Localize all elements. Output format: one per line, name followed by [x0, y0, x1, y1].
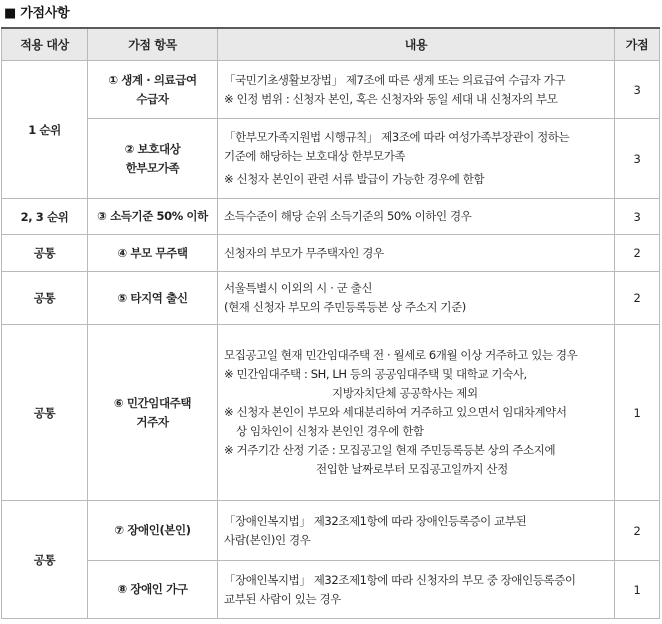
group-cell: 공통: [2, 235, 88, 272]
content-cell: [218, 561, 615, 619]
item-line: 수급자: [136, 91, 169, 106]
group-cell: 1 순위: [2, 61, 88, 199]
score-cell: 2: [615, 235, 660, 272]
item-cell: [88, 272, 218, 325]
content-line: ※ 신청자 본인이 관련 서류 발급이 가능한 경우에 한함: [224, 172, 485, 186]
content-cell: [218, 501, 615, 561]
header-target: 적용 대상: [2, 28, 88, 61]
content-line: ※ 거주기간 산정 기준 : 모집공고일 현재 주민등록등본 상의 주소지에: [224, 443, 556, 457]
content-line: 「장애인복지법」 제32조제1항에 따라 신청자의 부모 중 장애인등록증이: [224, 572, 576, 587]
content-line: 서울특별시 이외의 시 · 군 출신: [224, 281, 373, 295]
score-cell: 2: [615, 501, 660, 561]
content-line: 신청자의 부모가 무주택자인 경우: [224, 245, 384, 260]
table-row: [2, 501, 660, 561]
content-line: 상 임차인이 신청자 본인인 경우에 한함: [236, 424, 424, 438]
group-cell: 공통: [2, 325, 88, 501]
content-cell: [218, 272, 615, 325]
score-cell: 3: [615, 199, 660, 235]
group-cell: 공통: [2, 272, 88, 325]
item-cell: [88, 561, 218, 619]
item-cell: [88, 119, 218, 199]
table-row: [2, 199, 660, 235]
item-cell: [88, 61, 218, 119]
table-row: [2, 272, 660, 325]
table-header-row: [2, 28, 660, 61]
item-line: ③ 소득기준 50% 이하: [97, 209, 208, 223]
content-cell: [218, 235, 615, 272]
content-line: 「국민기초생활보장법」 제7조에 따른 생계 또는 의료급여 수급자 가구: [224, 72, 566, 87]
table-row: [2, 61, 660, 119]
content-line: 전입한 날짜로부터 모집공고일까지 산정: [316, 462, 508, 476]
content-cell: [218, 199, 615, 235]
score-cell: 3: [615, 119, 660, 199]
score-cell: 1: [615, 561, 660, 619]
score-cell: 2: [615, 272, 660, 325]
item-line: ⑥ 민간임대주택: [113, 395, 192, 410]
item-cell: [88, 199, 218, 235]
score-cell: 3: [615, 61, 660, 119]
item-line: 한부모가족: [125, 160, 180, 175]
item-cell: [88, 235, 218, 272]
item-line: 거주자: [136, 414, 169, 429]
content-line: (현재 신청자 부모의 주민등록등본 상 주소지 기준): [224, 300, 466, 314]
content-line: 사람(본인)인 경우: [224, 532, 311, 547]
item-line: ② 보호대상: [124, 141, 181, 156]
header-score: 가점: [615, 28, 660, 61]
item-line: ① 생계 · 의료급여: [108, 72, 197, 87]
item-cell: [88, 501, 218, 561]
table-row: [2, 561, 660, 619]
content-line: 지방자치단체 공공학사는 제외: [332, 386, 478, 400]
item-line: ⑤ 타지역 출신: [117, 290, 188, 305]
content-cell: [218, 325, 615, 501]
bonus-points-table: [1, 27, 660, 619]
group-cell: 2, 3 순위: [2, 199, 88, 235]
table-row: [2, 325, 660, 501]
page-title: ■ 가점사항: [4, 6, 70, 21]
score-cell: 1: [615, 325, 660, 501]
content-line: ※ 인정 범위 : 신청자 본인, 혹은 신청자와 동일 세대 내 신청자의 부모: [224, 91, 558, 106]
header-item: 가점 항목: [88, 28, 218, 61]
table-row: [2, 235, 660, 272]
content-cell: [218, 119, 615, 199]
item-line: ④ 부모 무주택: [117, 245, 188, 260]
content-line: 소득수준이 해당 순위 소득기준의 50% 이하인 경우: [224, 209, 472, 223]
header-content: 내용: [218, 28, 615, 61]
group-cell: 공통: [2, 501, 88, 619]
content-cell: [218, 61, 615, 119]
item-cell: [88, 325, 218, 501]
item-line: ⑧ 장애인 가구: [117, 582, 188, 596]
content-line: 기준에 해당하는 보호대상 한부모가족: [224, 149, 406, 163]
content-line: 교부된 사람이 있는 경우: [224, 591, 341, 606]
table-row: [2, 119, 660, 199]
content-line: 「한부모가족지원법 시행규칙」 제3조에 따라 여성가족부장관이 정하는: [224, 130, 570, 144]
content-line: ※ 신청자 본인이 부모와 세대분리하여 거주하고 있으면서 임대차계약서: [224, 405, 567, 419]
content-line: ※ 민간임대주택 : SH, LH 등의 공공임대주택 및 대학교 기숙사,: [224, 367, 527, 381]
content-line: 「장애인복지법」 제32조제1항에 따라 장애인등록증이 교부된: [224, 513, 527, 528]
item-line: ⑦ 장애인(본인): [114, 523, 191, 537]
content-line: 모집공고일 현재 민간임대주택 전 · 월세로 6개월 이상 거주하고 있는 경우: [224, 348, 578, 362]
